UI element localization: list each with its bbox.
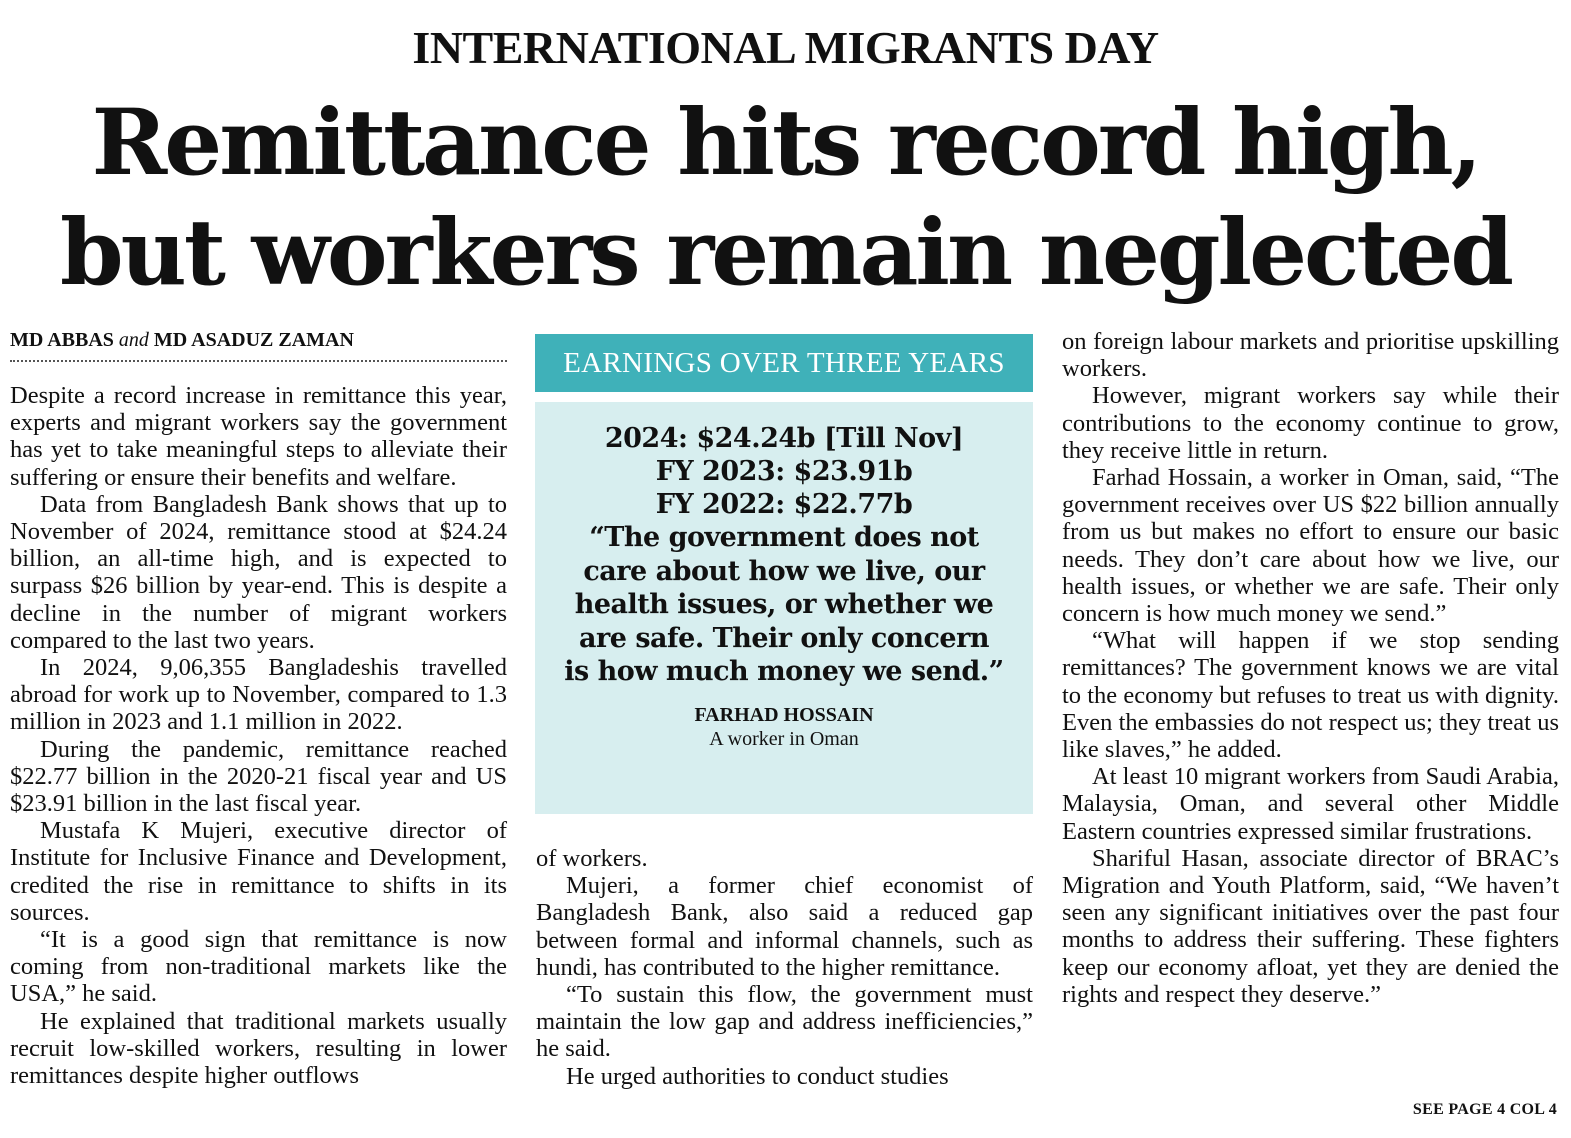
- paragraph: However, migrant workers say while their contributions to the economy continue to grow, they receive little in return.: [1062, 382, 1559, 464]
- paragraph: on foreign labour markets and prioritise upskilling workers.: [1062, 328, 1559, 383]
- paragraph: Shariful Hasan, associate director of BRAC’s Migration and Youth Platform, said, “We haven’t seen any significant initiatives over the past four months to address their suffering. These fighters keep our economy afloat, yet they are denied the rights and respect they deserve.”: [1062, 844, 1559, 1008]
- paragraph: Data from Bangladesh Bank shows that up to November of 2024, remittance stood at $24.24 billion, an all-time high, and is expected to surpass $26 billion by year-end. This is despite a decline in the number of migrant workers compared to the last two years.: [10, 490, 507, 654]
- paragraph: In 2024, 9,06,355 Bangladeshis travelled abroad for work up to November, compared to 1.3 million in 2023 and 1.1 million in 2022.: [10, 654, 507, 736]
- stat-fy2023: FY 2023: $23.91b: [655, 456, 913, 487]
- article-column-2: [536, 845, 1033, 1090]
- byline-author-2: MD ASADUZ ZAMAN: [153, 329, 354, 351]
- paragraph: He urged authorities to conduct studies: [566, 1062, 949, 1090]
- paragraph: He explained that traditional markets usually recruit low-skilled workers, resulting in lower remittances despite higher outflows: [10, 1007, 507, 1090]
- continuation-jump: SEE PAGE 4 COL 4: [1412, 1101, 1557, 1118]
- paragraph: Despite a record increase in remittance this year, experts and migrant workers say the government has yet to take meaningful steps to alleviate their suffering or ensure their benefits and welfare.: [10, 382, 507, 491]
- byline: [10, 328, 507, 362]
- paragraph: “What will happen if we stop sending remittances? The government knows we are vital to the economy but refuses to treat us with dignity. Even the embassies do not respect us; they treat us like slaves,” he added.: [1062, 627, 1559, 764]
- paragraph: Mustafa K Mujeri, executive director of Institute for Inclusive Finance and Development, credited the rise in remittance to shifts in its sources.: [10, 817, 507, 926]
- paragraph: During the pandemic, remittance reached $22.77 billion in the 2020-21 fiscal year and US $23.91 billion in the last fiscal year.: [10, 735, 507, 818]
- paragraph: “To sustain this flow, the government must maintain the low gap and address inefficiencies,” he said.: [536, 981, 1033, 1063]
- sidebar-heading: EARNINGS OVER THREE YEARS: [535, 334, 1033, 392]
- stat-2024: 2024: $24.24b [Till Nov]: [604, 423, 964, 454]
- headline-line-2: but workers remain neglected: [60, 200, 1511, 306]
- quote-attribution-name: FARHAD HOSSAIN: [694, 703, 874, 726]
- headline-line-1: Remittance hits record high,: [91, 90, 1480, 196]
- byline-joiner: and: [118, 329, 149, 351]
- byline-author-1: MD ABBAS: [10, 329, 114, 351]
- paragraph: of workers.: [536, 845, 648, 872]
- stat-fy2022: FY 2022: $22.77b: [655, 489, 913, 520]
- paragraph: Farhad Hossain, a worker in Oman, said, “The government receives over US $22 billion annually from us but makes no effort to ensure our basic needs. They don’t care about how we live, our health issues, or whether we are safe. Their only concern is how much money we send.”: [1062, 464, 1559, 628]
- paragraph: Mujeri, a former chief economist of Bangladesh Bank, also said a reduced gap between formal and informal channels, such as hundi, has contributed to the higher remittance.: [536, 872, 1033, 981]
- headline: [0, 88, 1571, 308]
- section-kicker: INTERNATIONAL MIGRANTS DAY: [412, 22, 1159, 73]
- sidebar-box: [535, 402, 1033, 814]
- paragraph: At least 10 migrant workers from Saudi Arabia, Malaysia, Oman, and several other Middle Eastern countries expressed similar frustrations.: [1062, 763, 1559, 845]
- quote-attribution-role: A worker in Oman: [709, 727, 859, 750]
- paragraph: “It is a good sign that remittance is now coming from non-traditional markets like the USA,” he said.: [10, 926, 507, 1008]
- pull-quote: “The government does not care about how we live, our health issues, or whether we are safe. Their only concern is how much money we send.”: [564, 522, 1004, 687]
- article-column-1: [10, 382, 507, 1089]
- article-column-3: [1062, 328, 1559, 1008]
